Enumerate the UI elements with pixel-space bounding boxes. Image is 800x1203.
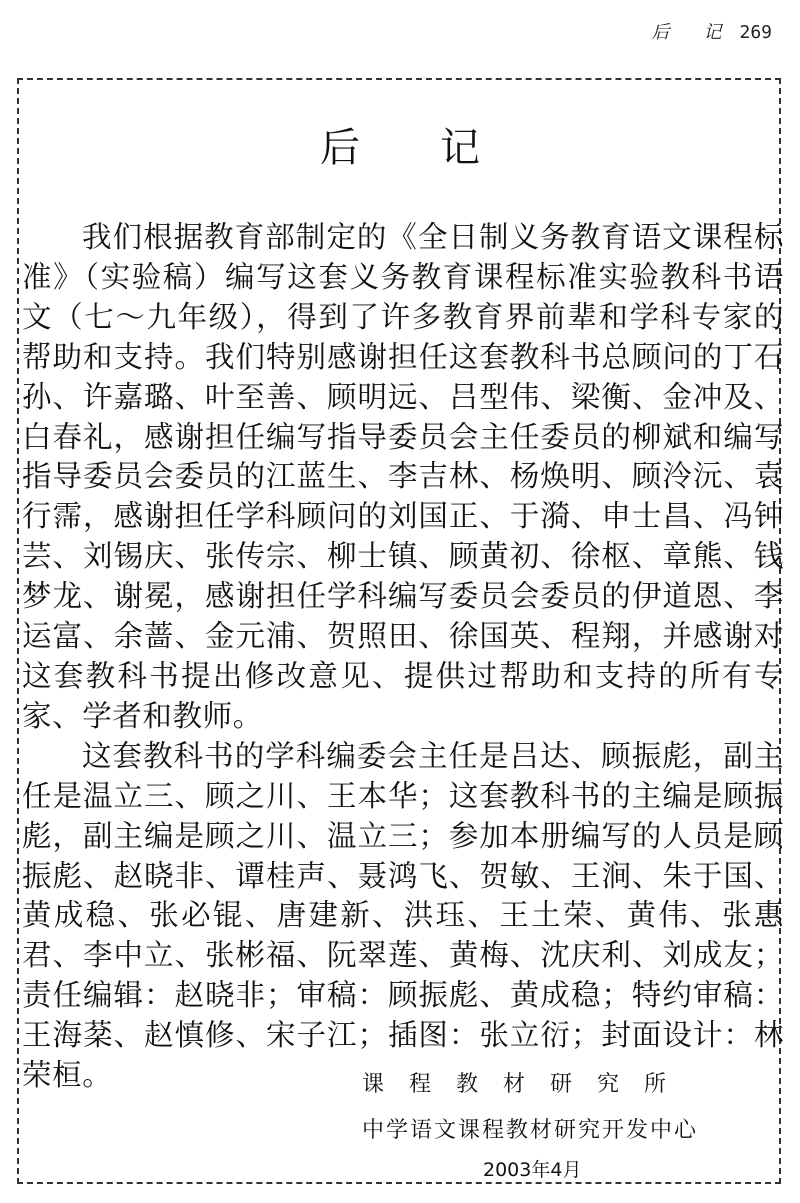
signature-date: 2003年4月 [483, 1159, 582, 1181]
body-text [22, 218, 784, 1096]
page-title [0, 116, 800, 173]
running-head-title-char1: 后 [651, 22, 670, 43]
page-title-char1: 后 [320, 125, 360, 171]
page-number: 269 [739, 22, 772, 43]
page-title-char2: 记 [440, 125, 480, 171]
paragraph-editorial-staff: 这套教科书的学科编委会主任是吕达、顾振彪，副主任是温立三、顾之川、王本华；这套教科书的主编是顾振彪，副主编是顾之川、温立三；参加本册编写的人员是顾振彪、赵晓非、谭桂声、聂鸿飞、贺敏、王涧、朱于国、黄成稳、张必锟、唐建新、洪珏、王土荣、黄伟、张惠君、李中立、张彬福、阮翠莲、黄梅、沈庆利、刘成友；责任编辑：赵晓非；审稿：顾振彪、黄成稳；特约审稿：王海棻、赵慎修、宋子江；插图：张立衍；封面设计：林荣桓。 [22, 738, 784, 1093]
signature-org-institute: 课程教材研究所 [362, 1072, 692, 1097]
signature-org-center: 中学语文课程教材研究开发中心 [362, 1118, 699, 1143]
paragraph-acknowledgements: 我们根据教育部制定的《全日制义务教育语文课程标准》（实验稿）编写这套义务教育课程标准实验教科书语文（七～九年级），得到了许多教育界前辈和学科专家的帮助和支持。我们特别感谢担任这套教科书总顾问的丁石孙、许嘉璐、叶至善、顾明远、吕型伟、梁衡、金冲及、白春礼，感谢担任编写指导委员会主任委员的柳斌和编写指导委员会委员的江蓝生、李吉林、杨焕明、顾泠沅、袁行霈，感谢担任学科顾问的刘国正、于漪、申士昌、冯钟芸、刘锡庆、张传宗、柳士镇、顾黄初、徐枢、章熊、钱梦龙、谢冕，感谢担任学科编写委员会委员的伊道恩、李运富、余蔷、金元浦、贺照田、徐国英、程翔，并感谢对这套教科书提出修改意见、提供过帮助和支持的所有专家、学者和教师。 [22, 220, 784, 733]
running-head-title-char2: 记 [703, 22, 722, 43]
running-head [651, 18, 772, 44]
